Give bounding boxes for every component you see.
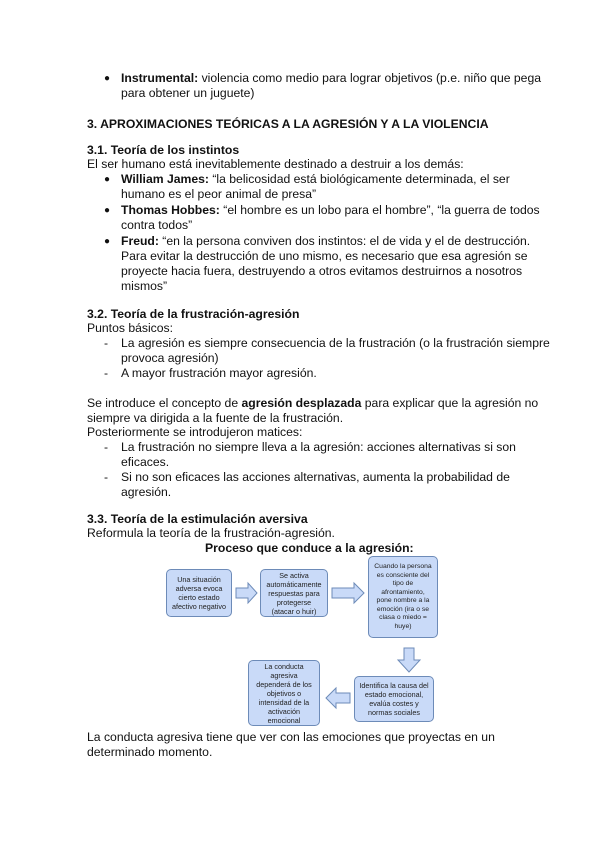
bullet-icon: ● [104, 236, 111, 247]
james-line-2: humano es el peor animal de presa” [121, 187, 317, 201]
instrumental-line-2: para obtener un juguete) [121, 86, 255, 100]
dash-marker: - [104, 440, 109, 454]
james-line-1: William James: “la belicosidad está biológicamente determinada, el ser [121, 172, 510, 186]
section-3-1-heading: 3.1. Teoría de los instintos [87, 143, 240, 157]
bullet-icon: ● [104, 73, 111, 84]
matiz-2-line-2: agresión. [121, 485, 172, 499]
section-3-1-intro: El ser humano está inevitablemente destinado a destruir a los demás: [87, 157, 464, 171]
flow-box-2: Se activa automáticamente respuestas para protegerse (atacar o huir) [260, 569, 328, 617]
freud-line-4: mismos” [121, 279, 168, 293]
diagram-title: Proceso que conduce a la agresión: [205, 541, 414, 555]
flow-box-3: Cuando la persona es consciente del tipo de afrontamiento, pone nombre a la emoción (ira o se clasa o miedo = huye) [368, 556, 438, 638]
section-3-2-intro: Puntos básicos: [87, 321, 174, 335]
dash-marker: - [104, 336, 109, 350]
closing-line-2: determinado momento. [87, 745, 213, 759]
arrow-right-2 [332, 583, 364, 603]
point-1-line-1: La agresión es siempre consecuencia de la frustración (o la frustración siempre [121, 336, 550, 350]
closing-line-1: La conducta agresiva tiene que ver con las emociones que proyectas en un [87, 730, 495, 744]
section-3-2-heading: 3.2. Teoría de la frustración-agresión [87, 307, 300, 321]
bullet-icon: ● [104, 174, 111, 185]
flow-box-5: La conducta agresiva dependerá de los objetivos o intensidad de la activación emocional [248, 660, 320, 726]
concept-line-2: siempre va dirigida a la fuente de la frustración. [87, 411, 344, 425]
arrow-left [326, 688, 350, 708]
instrumental-line-1: Instrumental: violencia como medio para lograr objetivos (p.e. niño que pega [121, 71, 542, 85]
dash-marker: - [104, 470, 109, 484]
matiz-1-line-1: La frustración no siempre lleva a la agresión: acciones alternativas si son [121, 440, 516, 454]
section-3-heading: 3. APROXIMACIONES TEÓRICAS A LA AGRESIÓN Y A LA VIOLENCIA [87, 117, 489, 131]
freud-line-3: proyecte hacia fuera, destruyendo a otros evitamos destruirnos a nosotros [121, 264, 523, 278]
point-1-line-2: provoca agresión) [121, 351, 219, 365]
hobbes-line-2: contra todos” [121, 218, 193, 232]
hobbes-line-1: Thomas Hobbes: “el hombre es un lobo para el hombre”, “la guerra de todos [121, 203, 540, 217]
arrow-right-1 [236, 583, 257, 603]
flow-box-4: Identifica la causa del estado emocional, evalúa costes y normas sociales [354, 676, 434, 722]
freud-line-1: Freud: “en la persona conviven dos instintos: el de vida y el de destrucción. [121, 234, 531, 248]
freud-line-2: Para evitar la destrucción de uno mismo, es necesario que esa agresión se [121, 249, 528, 263]
section-3-3-heading: 3.3. Teoría de la estimulación aversiva [87, 512, 308, 526]
dash-marker: - [104, 366, 109, 380]
concept-line-1: Se introduce el concepto de agresión desplazada para explicar que la agresión no [87, 396, 539, 410]
matiz-1-line-2: eficaces. [121, 455, 170, 469]
flow-box-1: Una situación adversa evoca cierto estado afectivo negativo [166, 569, 232, 617]
arrow-down [398, 648, 420, 672]
matiz-2-line-1: Si no son eficaces las acciones alternativas, aumenta la probabilidad de [121, 470, 510, 484]
matices-line: Posteriormente se introdujeron matices: [87, 425, 303, 439]
bullet-icon: ● [104, 205, 111, 216]
section-3-3-intro: Reformula la teoría de la frustración-agresión. [87, 526, 335, 540]
point-2-line: A mayor frustración mayor agresión. [121, 366, 317, 380]
